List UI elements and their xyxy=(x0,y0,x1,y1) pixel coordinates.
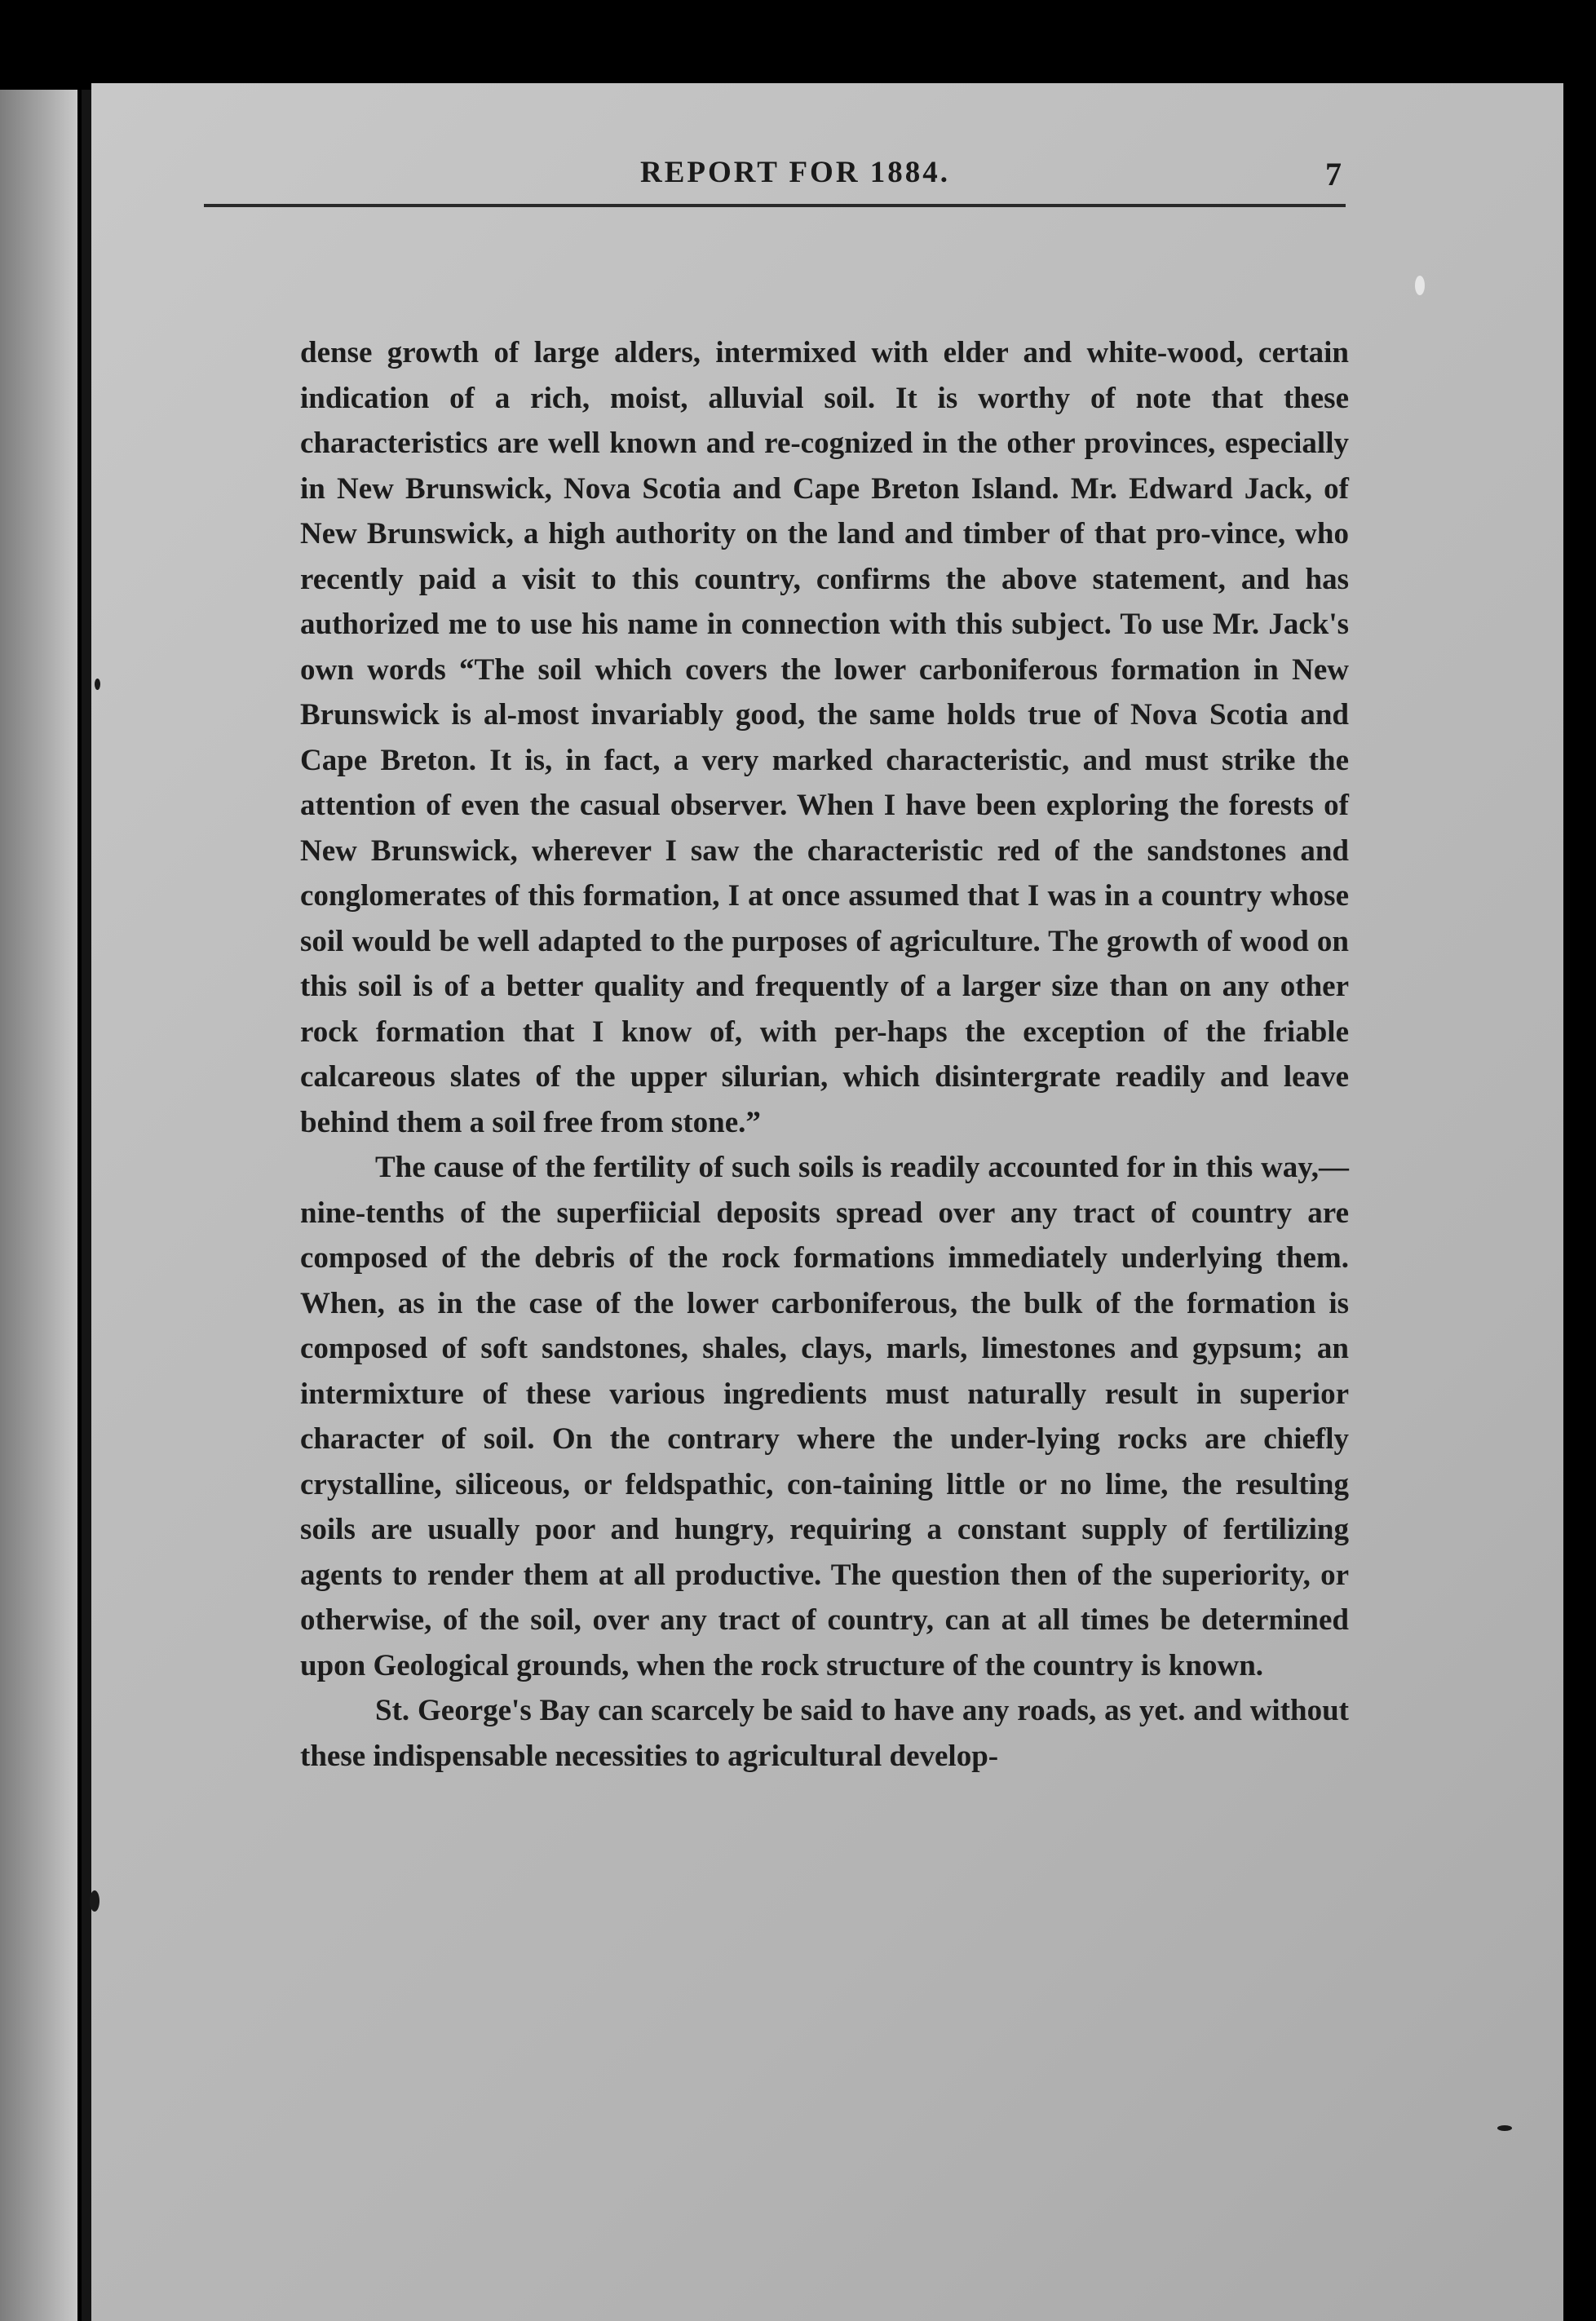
scan-speck xyxy=(95,679,100,690)
scan-speck xyxy=(90,1890,99,1912)
paragraph-3: St. George's Bay can scarcely be said to have any roads, as yet. and without these indispensable necessities to agricultural develop- xyxy=(300,1694,1349,1773)
running-head-title: REPORT FOR 1884. xyxy=(640,156,951,189)
body-text xyxy=(300,330,1349,2124)
scan-speck xyxy=(1497,2125,1512,2131)
paragraph-2: The cause of the fertility of such soils is readily accounted for in this way,—nine-tenths of the superfiicial deposits spread over any tract of country are composed of the debris of the rock formations immediately underlying them. When, as in the case of the lower carboniferous, the bulk of the formation is composed of soft sandstones, shales, clays, marls, limestones and gypsum; an intermixture of these various ingredients must naturally result in superior character of soil. On the contrary where the under-lying rocks are chiefly crystalline, siliceous, or feldspathic, con-taining little or no lime, the resulting soils are usually poor and hungry, requiring a constant supply of fertilizing agents to render them at all productive. The question then of the superiority, or otherwise, of the soil, over any tract of country, can at all times be determined upon Geological grounds, when the rock structure of the country is known. xyxy=(300,1151,1349,1682)
book-spine xyxy=(82,90,91,2321)
paragraph-1: dense growth of large alders, intermixed with elder and white-wood, certain indication of a rich, moist, alluvial soil. It is worthy of note that these characteristics are well known and re-cognized in the other provinces, especially in New Brunswick, Nova Scotia and Cape Breton Island. Mr. Edward Jack, of New Brunswick, a high authority on the land and timber of that pro-vince, who recently paid a visit to this country, confirms the above statement, and has authorized me to use his name in connection with this subject. To use Mr. Jack's own words “The soil which covers the lower carboniferous formation in New Brunswick is al-most invariably good, the same holds true of Nova Scotia and Cape Breton. It is, in fact, a very marked characteristic, and must strike the attention of even the casual observer. When I have been exploring the forests of New Brunswick, wherever I saw the characteristic red of the sandstones and conglomerates of this formation, I at once assumed that I was in a country whose soil would be well adapted to the purposes of agriculture. The growth of wood on this soil is of a better quality and frequently of a larger size than on any other rock formation that I know of, with per-haps the exception of the friable calcareous slates of the upper silurian, which disintergrate readily and leave behind them a soil free from stone.” xyxy=(300,336,1349,1139)
facing-page-edge xyxy=(0,90,77,2321)
header-rule xyxy=(204,204,1346,207)
scan-speck xyxy=(1415,276,1425,295)
page-number: 7 xyxy=(1325,156,1342,192)
running-head xyxy=(204,155,1342,207)
